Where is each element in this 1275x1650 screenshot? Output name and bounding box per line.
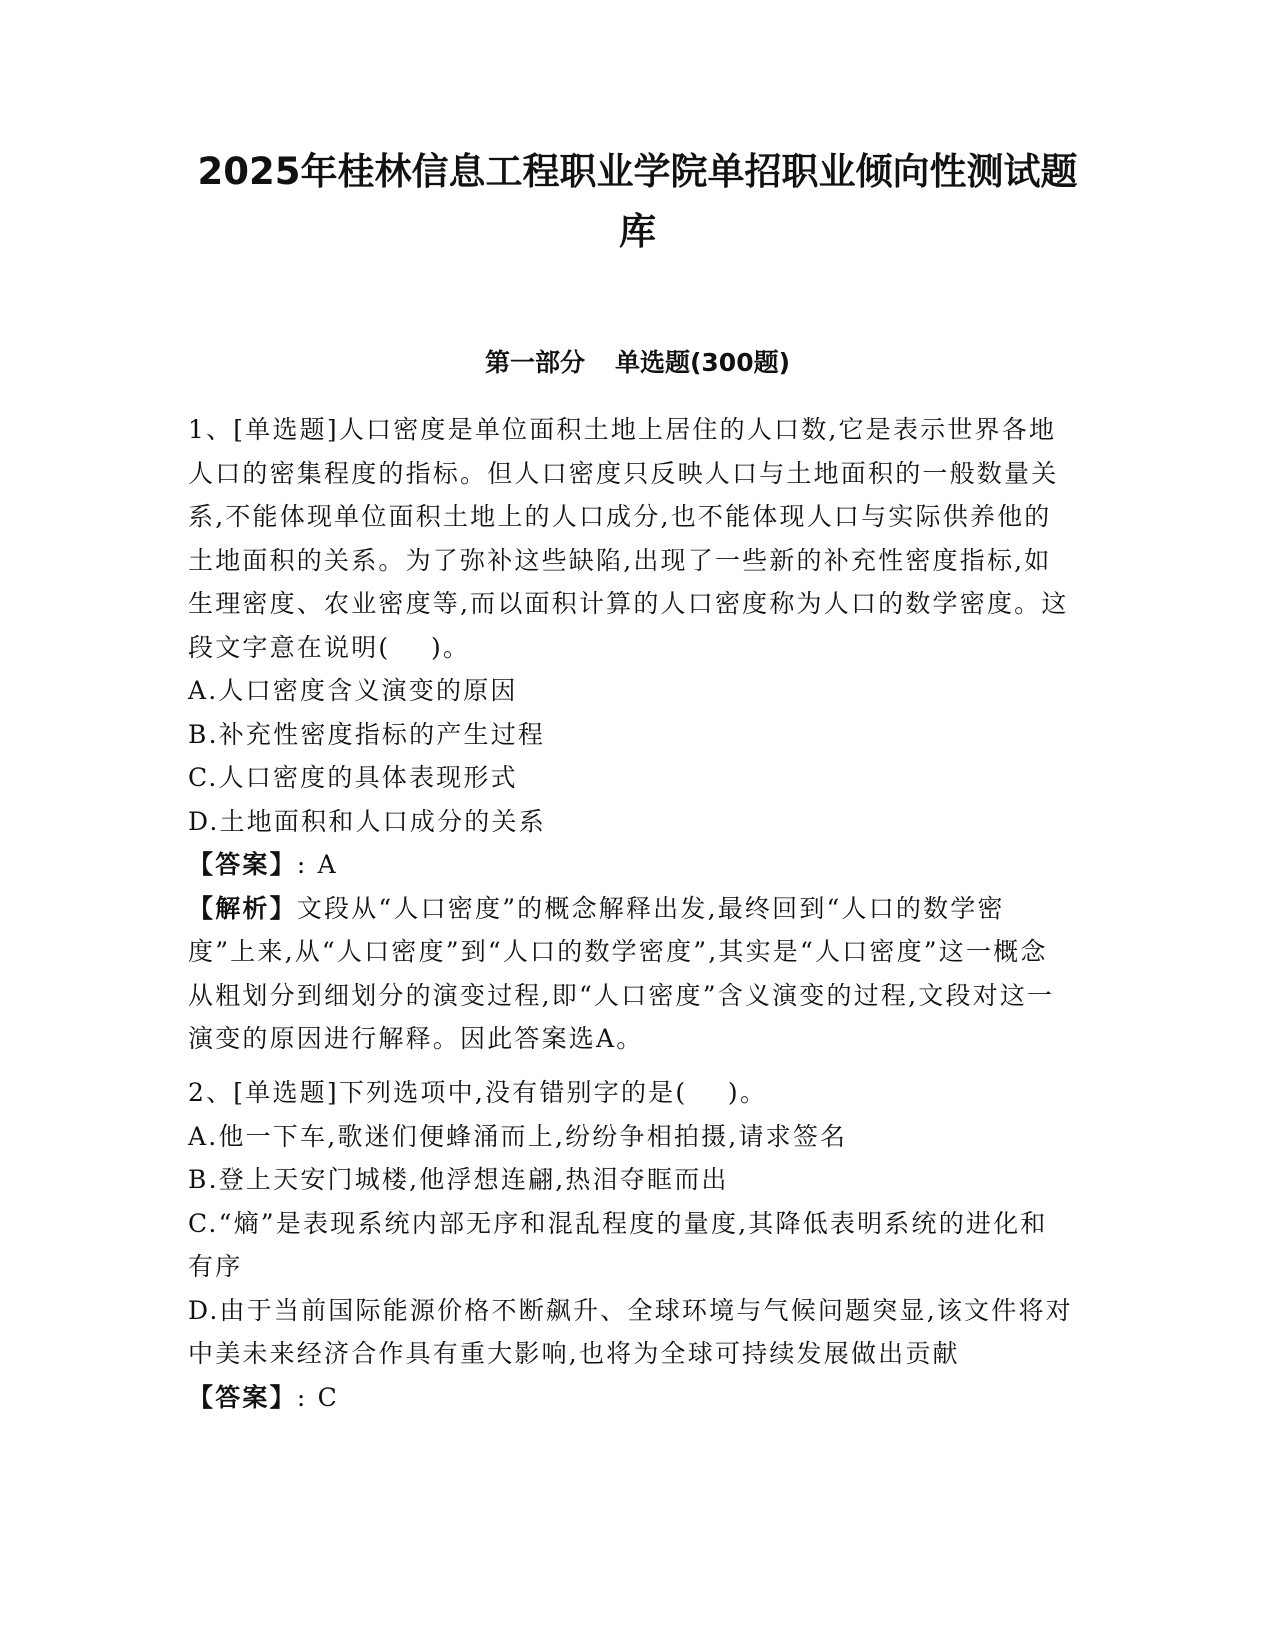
section-name: 单选题(300题) [614,348,791,377]
question-2-option-b: B.登上天安门城楼,他浮想连翩,热泪夺眶而出 [188,1165,729,1194]
answer-value: A [317,850,338,879]
question-1-analysis [188,887,1073,1061]
question-1-option-a: A.人口密度含义演变的原因 [188,676,518,705]
question-2-option-c: C.“熵”是表现系统内部无序和混乱程度的量度,其降低表明系统的进化和有序 [188,1208,1048,1281]
question-2-option-a: A.他一下车,歌迷们便蜂涌而上,纷纷争相拍摄,请求签名 [188,1121,848,1151]
question-1-stem: 1、[单选题]人口密度是单位面积土地上居住的人口数,它是表示世界各地人口的密集程度的指标。但人口密度只反映人口与土地面积的一般数量关系,不能体现单位面积土地上的人口成分,也不能体现人口与实际供养他的土地面积的关系。为了弥补这些缺陷,出现了一些新的补充性密度指标,如生理密度、农业密度等,而以面积计算的人口密度称为人口的数学密度。这段文字意在说明( )。 [188,415,1069,662]
answer-label: 【答案】 [188,1382,297,1412]
question-1-answer [188,843,1073,887]
section-part: 第一部分 [484,348,585,377]
analysis-text: 文段从“人口密度”的概念解释出发,最终回到“人口的数学密度”上来,从“人口密度”到“人口的数学密度”,其实是“人口密度”这一概念从粗划分到细划分的演变过程,即“人口密度”含义演变的过程,文段对这一演变的原因进行解释。因此答案选A。 [188,893,1055,1053]
analysis-label: 【解析】 [188,893,297,923]
question-1-option-b: B.补充性密度指标的产生过程 [188,719,546,749]
answer-separator: : [296,850,318,879]
question-1 [188,408,1073,1061]
answer-value: C [317,1382,339,1412]
answer-separator: : [296,1382,318,1412]
question-1-option-d: D.土地面积和人口成分的关系 [188,806,546,836]
question-1-option-c: C.人口密度的具体表现形式 [188,763,518,792]
question-2 [188,1071,1073,1419]
document-title: 2025年桂林信息工程职业学院单招职业倾向性测试题库 [197,150,1078,253]
section-heading [180,345,1095,381]
question-2-answer [188,1376,1073,1420]
answer-label: 【答案】 [188,850,297,879]
question-2-option-d: D.由于当前国际能源价格不断飙升、全球环境与气候问题突显,该文件将对中美未来经济合作具有重大影响,也将为全球可持续发展做出贡献 [188,1295,1073,1368]
question-2-stem: 2、[单选题]下列选项中,没有错别字的是( )。 [188,1078,768,1107]
